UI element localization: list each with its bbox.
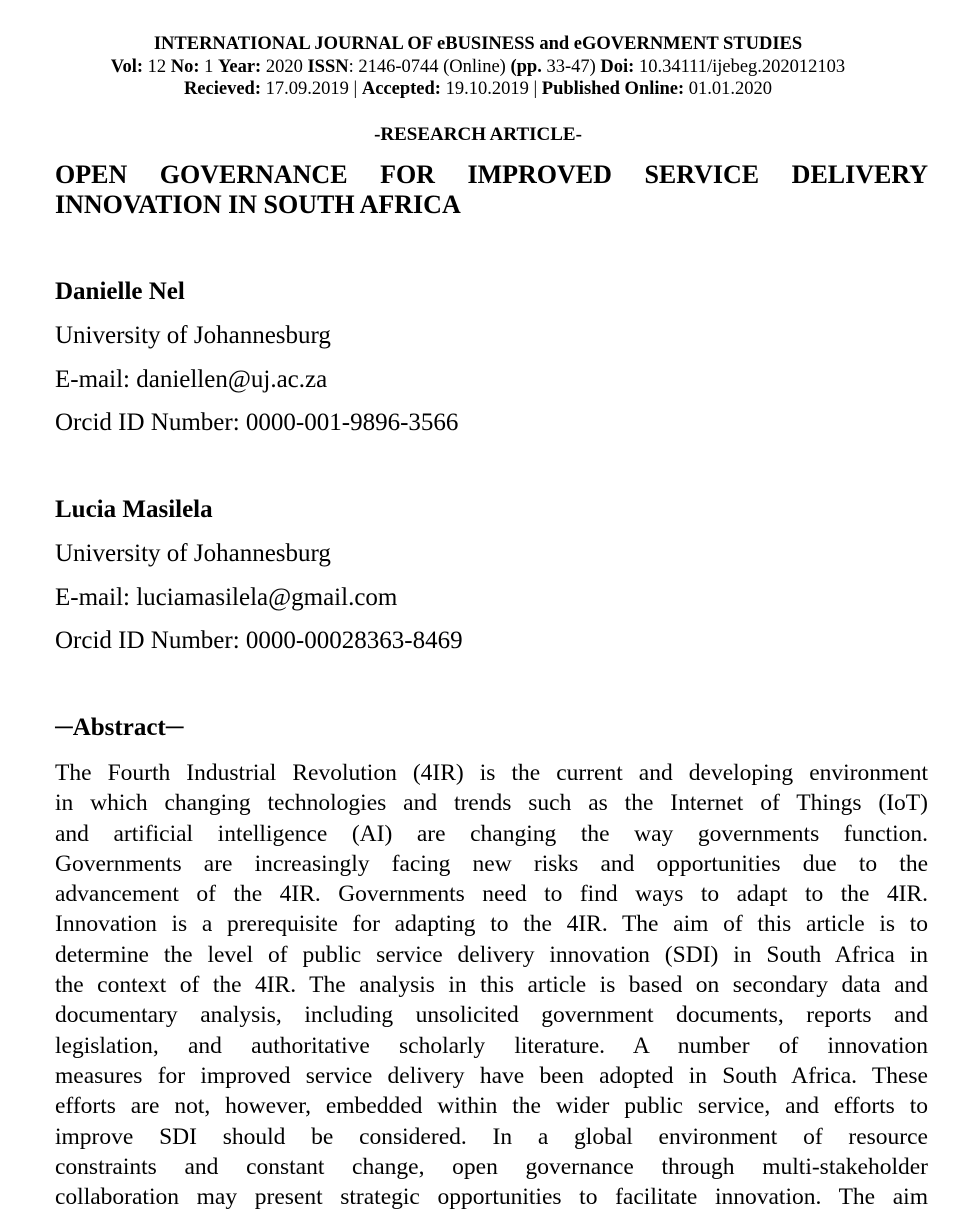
author-block (55, 277, 928, 452)
abstract-line: Innovation is a prerequisite for adapting to the 4IR. The aim of this article is to (55, 911, 928, 938)
author-affiliation: University of Johannesburg (55, 322, 331, 349)
author-name: Danielle Nel (55, 278, 185, 305)
abstract-line: determine the level of public service delivery innovation (SDI) in South Africa in (55, 941, 928, 968)
author-name: Lucia Masilela (55, 496, 213, 523)
article-type: -RESEARCH ARTICLE- (374, 124, 582, 145)
abstract-line: advancement of the 4IR. Governments need to find ways to adapt to the 4IR. (55, 881, 928, 908)
author-orcid: Orcid ID Number: 0000-001-9896-3566 (55, 409, 459, 436)
journal-header (0, 33, 956, 101)
abstract-line: measures for improved service delivery have been adopted in South Africa. These (55, 1062, 928, 1089)
author-orcid: Orcid ID Number: 0000-00028363-8469 (55, 627, 463, 654)
publication-info: Vol: 12 No: 1 Year: 2020 ISSN: 2146-0744 (Online) (pp. 33-47) Doi: 10.34111/ijebeg.202012103 (110, 56, 846, 77)
abstract-body (55, 758, 928, 1212)
abstract-line: documentary analysis, including unsolicited government documents, reports and (55, 1002, 928, 1029)
abstract-line: and artificial intelligence (AI) are changing the way governments function. (55, 820, 928, 847)
author-email: E-mail: daniellen@uj.ac.za (55, 365, 328, 393)
abstract-line: Governments are increasingly facing new risks and opportunities due to the (55, 850, 928, 877)
abstract-line: improve SDI should be considered. In a global environment of resource (55, 1123, 928, 1150)
journal-title: INTERNATIONAL JOURNAL OF eBUSINESS and eGOVERNMENT STUDIES (153, 34, 803, 54)
abstract-line: the context of the 4IR. The analysis in this article is based on secondary data and (55, 972, 928, 999)
dates-info: Recieved: 17.09.2019 | Accepted: 19.10.2019 | Published Online: 01.01.2020 (183, 79, 773, 99)
abstract-heading: ─Abstract─ (55, 714, 184, 741)
abstract-line: efforts are not, however, embedded within the wider public service, and efforts to (55, 1093, 928, 1120)
article-title (55, 160, 928, 220)
abstract-line: collaboration may present strategic opportunities to facilitate innovation. The aim (55, 1184, 928, 1211)
abstract-line: legislation, and authoritative scholarly literature. A number of innovation (55, 1032, 928, 1059)
author-email: E-mail: luciamasilela@gmail.com (55, 583, 398, 611)
abstract-line: constraints and constant change, open governance through multi-stakeholder (55, 1153, 928, 1180)
title-line-2: INNOVATION IN SOUTH AFRICA (55, 190, 461, 219)
abstract-line: in which changing technologies and trends such as the Internet of Things (IoT) (55, 790, 928, 817)
abstract-line: The Fourth Industrial Revolution (4IR) is the current and developing environment (55, 760, 928, 786)
title-line-1: OPEN GOVERNANCE FOR IMPROVED SERVICE DELIVERY (55, 160, 928, 189)
author-block (55, 495, 928, 670)
author-affiliation: University of Johannesburg (55, 540, 331, 567)
